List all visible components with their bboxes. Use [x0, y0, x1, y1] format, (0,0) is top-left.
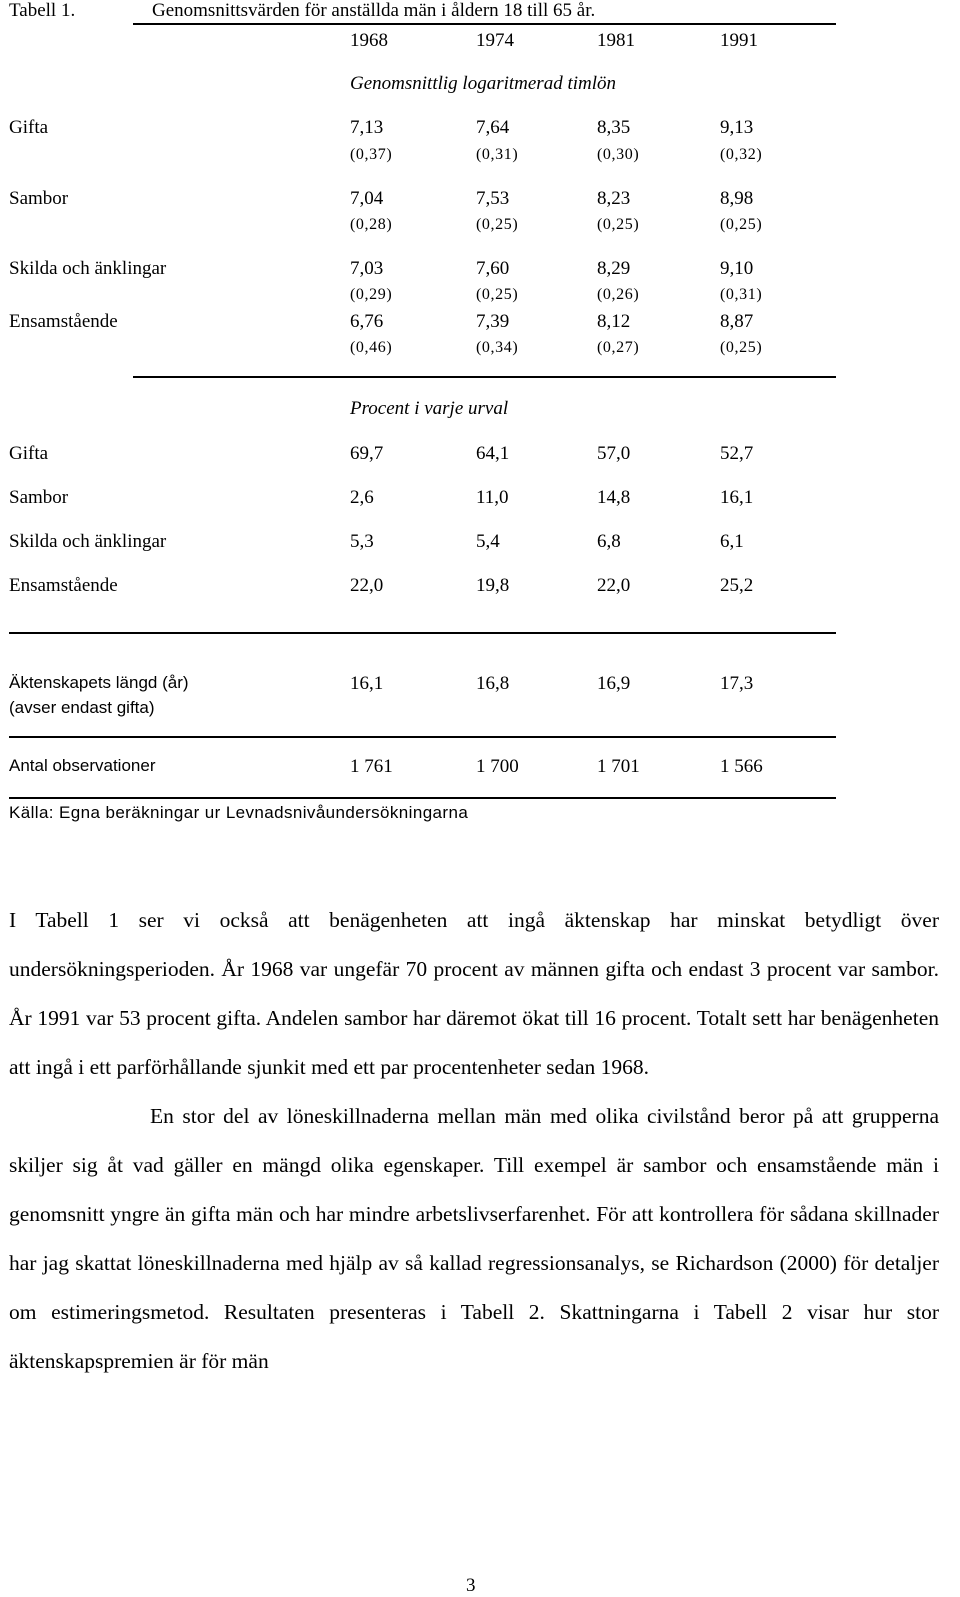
- row-label: Skilda och änklingar: [9, 258, 167, 279]
- year-header: 1968: [350, 30, 388, 51]
- cell-value: 5,4: [476, 531, 500, 552]
- paragraph: I Tabell 1 ser vi också att benägenheten att ingå äktenskap har minskat betydligt över undersökningsperioden. År 1968 var ungefär 70 procent av männen gifta och endast 3 procent var sambor. År 1991 var 53 procent gifta. Andelen sambor har däremot ökat till 16 procent. Totalt sett har benägenheten att ingå i ett parförhållande sjunkit med ett par procentenheter sedan 1968.: [9, 908, 939, 1079]
- cell-value: 19,8: [476, 575, 510, 596]
- cell-value: 25,2: [720, 575, 754, 596]
- cell-value: 16,1: [350, 673, 384, 694]
- cell-value: 22,0: [597, 575, 631, 596]
- cell-value: 16,8: [476, 673, 510, 694]
- cell-value: 57,0: [597, 443, 631, 464]
- page-number: 3: [466, 1575, 476, 1596]
- row-label: Gifta: [9, 117, 49, 138]
- paragraph: En stor del av löneskillnaderna mellan män med olika civilstånd beror på att grupperna skiljer sig åt vad gäller en mängd olika egenskaper. Till exempel är sambor och ensamstående män i genomsnitt yngre än gifta män och har mindre arbetslivserfarenhet. För att kontrollera för sådana skillnader har jag skattat löneskillnaderna med hjälp av så kallad regressionsanalys, se Richardson (2000) för detaljer om estimeringsmetod. Resultaten presenteras i Tabell 2. Skattningarna i Tabell 2 visar hur stor äktenskapspremien är för män: [9, 1104, 939, 1373]
- table-bottom-rule: [9, 797, 836, 799]
- row-label: Sambor: [9, 487, 69, 508]
- cell-value: 7,53: [476, 188, 510, 209]
- cell-std-error: (0,32): [720, 146, 763, 163]
- cell-std-error: (0,31): [476, 146, 519, 163]
- section-rule: [133, 376, 836, 378]
- cell-std-error: (0,25): [476, 286, 519, 303]
- cell-std-error: (0,25): [597, 216, 640, 233]
- cell-std-error: (0,34): [476, 339, 519, 356]
- cell-std-error: (0,30): [597, 146, 640, 163]
- cell-value: 6,8: [597, 531, 621, 552]
- cell-value: 22,0: [350, 575, 384, 596]
- year-header: 1974: [476, 30, 514, 51]
- row-label: Skilda och änklingar: [9, 531, 167, 552]
- body-text: [9, 896, 939, 1386]
- cell-std-error: (0,46): [350, 339, 393, 356]
- cell-value: 6,76: [350, 311, 384, 332]
- cell-value: 52,7: [720, 443, 754, 464]
- cell-std-error: (0,27): [597, 339, 640, 356]
- cell-value: 1 701: [597, 756, 640, 777]
- cell-value: 64,1: [476, 443, 510, 464]
- cell-std-error: (0,25): [476, 216, 519, 233]
- row-label: Ensamstående: [9, 311, 118, 332]
- table-caption-title: Genomsnittsvärden för anställda män i åldern 18 till 65 år.: [152, 0, 596, 21]
- cell-value: 9,10: [720, 258, 754, 279]
- cell-std-error: (0,25): [720, 339, 763, 356]
- cell-value: 8,23: [597, 188, 631, 209]
- cell-value: 1 566: [720, 756, 763, 777]
- cell-std-error: (0,29): [350, 286, 393, 303]
- row-label: Ensamstående: [9, 575, 118, 596]
- cell-value: 9,13: [720, 117, 754, 138]
- cell-value: 17,3: [720, 673, 754, 694]
- cell-value: 7,13: [350, 117, 384, 138]
- cell-value: 69,7: [350, 443, 384, 464]
- cell-value: 1 700: [476, 756, 519, 777]
- observations-label: Antal observationer: [9, 756, 156, 775]
- cell-value: 8,12: [597, 311, 631, 332]
- cell-value: 7,03: [350, 258, 384, 279]
- cell-value: 6,1: [720, 531, 744, 552]
- section-title-wage: Genomsnittlig logaritmerad timlön: [350, 73, 616, 94]
- section-rule: [9, 736, 836, 738]
- year-header: 1981: [597, 30, 635, 51]
- cell-std-error: (0,31): [720, 286, 763, 303]
- cell-value: 1 761: [350, 756, 393, 777]
- cell-std-error: (0,37): [350, 146, 393, 163]
- table-caption-label: Tabell 1.: [9, 0, 76, 21]
- cell-value: 16,1: [720, 487, 754, 508]
- cell-std-error: (0,25): [720, 216, 763, 233]
- year-header: 1991: [720, 30, 758, 51]
- row-label: Gifta: [9, 443, 49, 464]
- cell-value: 8,35: [597, 117, 631, 138]
- cell-value: 14,8: [597, 487, 631, 508]
- cell-value: 8,98: [720, 188, 754, 209]
- cell-value: 7,39: [476, 311, 510, 332]
- marriage-length-label: Äktenskapets längd (år): [9, 673, 189, 692]
- cell-value: 5,3: [350, 531, 374, 552]
- section-title-percent: Procent i varje urval: [350, 398, 509, 419]
- cell-std-error: (0,26): [597, 286, 640, 303]
- cell-value: 7,64: [476, 117, 510, 138]
- table-source-note: Källa: Egna beräkningar ur Levnadsnivåundersökningarna: [9, 803, 469, 822]
- section-rule: [9, 632, 836, 634]
- cell-value: 16,9: [597, 673, 631, 694]
- cell-value: 7,60: [476, 258, 510, 279]
- table-top-rule: [133, 23, 836, 25]
- cell-value: 8,87: [720, 311, 754, 332]
- cell-value: 8,29: [597, 258, 631, 279]
- marriage-length-note: (avser endast gifta): [9, 698, 155, 717]
- row-label: Sambor: [9, 188, 69, 209]
- cell-value: 2,6: [350, 487, 374, 508]
- cell-std-error: (0,28): [350, 216, 393, 233]
- cell-value: 11,0: [476, 487, 509, 508]
- cell-value: 7,04: [350, 188, 384, 209]
